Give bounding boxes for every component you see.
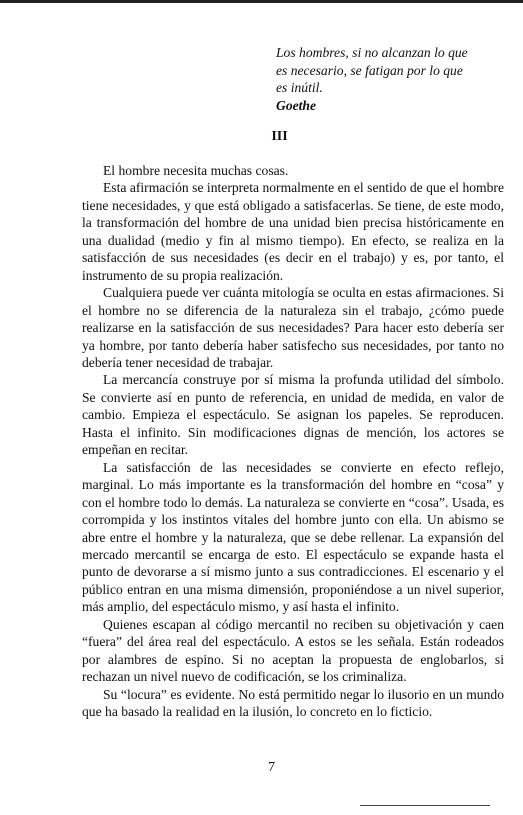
paragraph: El hombre necesita muchas cosas.	[103, 163, 289, 178]
paragraph: Esta afirmación se interpreta normalmente en el sentido de que el hombre tiene necesidades, y que está obligado a satisfacerlas. Se tiene, de este modo, la transformación del hombre de una unidad bien precisa históricamente en una dualidad (medio y fin al mismo tiempo). En efecto, se realiza en la satisfacción de sus necesidades (es decir en el trabajo) y es, por tanto, el instrumento de su propia realización.	[82, 180, 504, 283]
page-number: 7	[268, 760, 275, 775]
epigraph-line: es necesario, se fatigan por lo que	[276, 62, 463, 78]
paragraph: La satisfacción de las necesidades se convierte en efecto reflejo, marginal. Lo más importante es la transformación del hombre en “cosa” y con el hombre todo lo demás. La naturaleza se convierte en “cosa”. Usada, es corrompida y los instintos vitales del hombre junto con ella. Un abismo se abre entre el hombre y la naturaleza, que se debe rellenar. La expansión del mercado mercantil se encarga de esto. El espectáculo se expande hasta el punto de devorarse a sí mismo junto a sus contradicciones. El escenario y el público entran en una misma dimensión, proponiéndose a un nivel superior, más amplio, del espectáculo mismo, y así hasta el infinito.	[82, 459, 504, 615]
bottom-rule	[360, 805, 490, 806]
paragraph: Quienes escapan al código mercantil no reciben su objetivación y caen “fuera” del área real del espectáculo. A estos se les señala. Están rodeados por alambres de espino. Si no aceptan la propuesta de englobarlos, si rechazan un nivel nuevo de codificación, se los criminaliza.	[82, 616, 504, 685]
epigraph-line: es inútil.	[276, 80, 323, 95]
paragraph: La mercancía construye por sí misma la profunda utilidad del símbolo. Se convierte así en punto de referencia, en unidad de medida, en valor de cambio. Empieza el espectáculo. Se asignan los papeles. Se reproducen. Hasta el infinito. Sin modificaciones dignas de mención, los actores se empeñan en recitar.	[82, 372, 504, 458]
section-numeral: III	[271, 129, 288, 144]
paragraph: Cualquiera puede ver cuánta mitología se oculta en estas afirmaciones. Si el hombre no se diferencia de la naturaleza sin el trabajo, ¿cómo puede realizarse en la satisfacción de sus necesidades? Para hacer esto debería ser ya hombre, por tanto debería haber satisfecho sus necesidades, por tanto no debería tener necesidad de trabajar.	[82, 285, 504, 370]
epigraph-line: Los hombres, si no alcanzan lo que	[276, 45, 468, 60]
body-text	[82, 162, 504, 721]
top-rule	[0, 0, 523, 3]
epigraph	[276, 44, 506, 114]
paragraph: Su “locura” es evidente. No está permitido negar lo ilusorio en un mundo que ha basado la realidad en la ilusión, lo concreto en lo ficticio.	[82, 686, 504, 720]
epigraph-author: Goethe	[276, 97, 317, 113]
